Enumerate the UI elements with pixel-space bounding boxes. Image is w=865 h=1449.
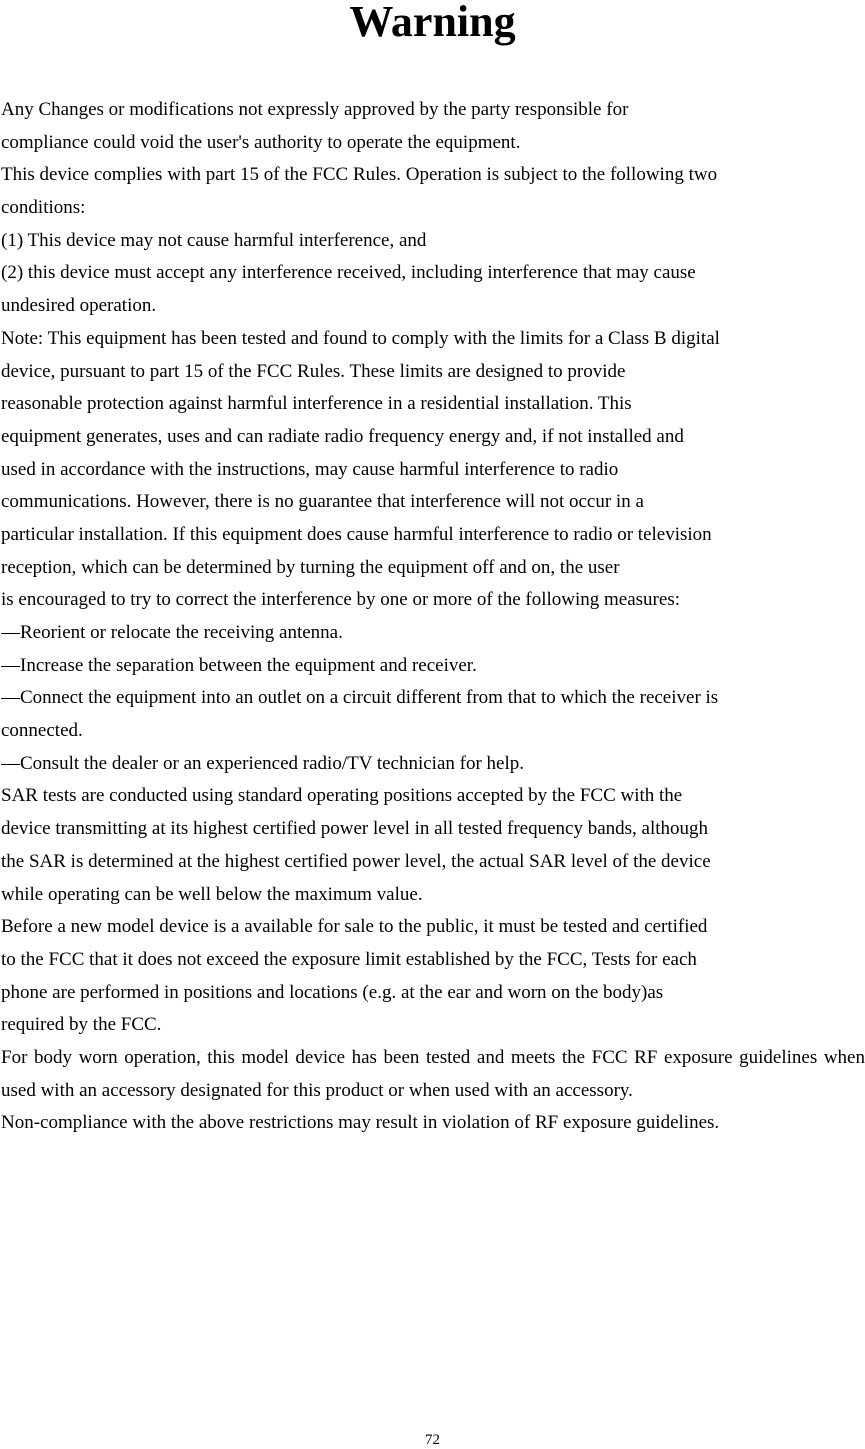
page-number: 72 <box>425 1432 440 1448</box>
bullet-line: —Consult the dealer or an experienced radio/TV technician for help. <box>1 752 525 774</box>
text-line: required by the FCC. <box>1 1014 162 1036</box>
bullet-line: —Reorient or relocate the receiving antenna. <box>1 622 343 643</box>
bullet-line: —Increase the separation between the equipment and receiver. <box>1 654 477 676</box>
text-line: Note: This equipment has been tested and found to comply with the limits for a Class B digital <box>1 327 720 349</box>
text-line: device, pursuant to part 15 of the FCC Rules. These limits are designed to provide <box>1 360 626 382</box>
text-line: to the FCC that it does not exceed the exposure limit established by the FCC, Tests for each <box>1 948 697 970</box>
text-line: (1) This device may not cause harmful interference, and <box>1 229 427 251</box>
text-line: communications. However, there is no guarantee that interference will not occur in a <box>1 491 644 513</box>
closing-line: Non-compliance with the above restrictions may result in violation of RF exposure guidelines. <box>1 1112 720 1134</box>
text-line: device transmitting at its highest certified power level in all tested frequency bands, although <box>1 818 709 840</box>
text-line: reasonable protection against harmful interference in a residential installation. This <box>1 393 632 415</box>
text-line: (2) this device must accept any interference received, including interference that may cause <box>1 262 696 284</box>
bullet-line: —Connect the equipment into an outlet on a circuit different from that to which the receiver is <box>1 687 719 709</box>
text-line: conditions: <box>1 197 86 219</box>
text-line: connected. <box>1 720 83 742</box>
text-line: equipment generates, uses and can radiate radio frequency energy and, if not installed and <box>1 425 684 447</box>
page-title: Warning <box>349 0 516 46</box>
text-line: is encouraged to try to correct the interference by one or more of the following measures: <box>1 589 680 611</box>
text-line: phone are performed in positions and locations (e.g. at the ear and worn on the body)as <box>1 981 664 1003</box>
text-line: the SAR is determined at the highest certified power level, the actual SAR level of the device <box>1 850 711 872</box>
text-line: used in accordance with the instructions, may cause harmful interference to radio <box>1 458 619 480</box>
text-line: reception, which can be determined by turning the equipment off and on, the user <box>1 556 620 578</box>
text-line: undesired operation. <box>1 295 157 317</box>
text-line: Before a new model device is a available for sale to the public, it must be tested and certified <box>1 916 708 938</box>
text-line: while operating can be well below the maximum value. <box>1 883 423 905</box>
document-body <box>1 94 865 1140</box>
text-line: SAR tests are conducted using standard operating positions accepted by the FCC with the <box>1 785 683 807</box>
text-line: This device complies with part 15 of the FCC Rules. Operation is subject to the following two <box>1 164 718 186</box>
text-line: Any Changes or modifications not expressly approved by the party responsible for <box>1 99 629 120</box>
text-line: compliance could void the user's authority to operate the equipment. <box>1 131 521 153</box>
text-line: particular installation. If this equipment does cause harmful interference to radio or television <box>1 523 712 545</box>
body-worn-paragraph: For body worn operation, this model device has been tested and meets the FCC RF exposure guidelines when used with an accessory designated for this product or when used with an accessory. <box>1 1046 865 1101</box>
